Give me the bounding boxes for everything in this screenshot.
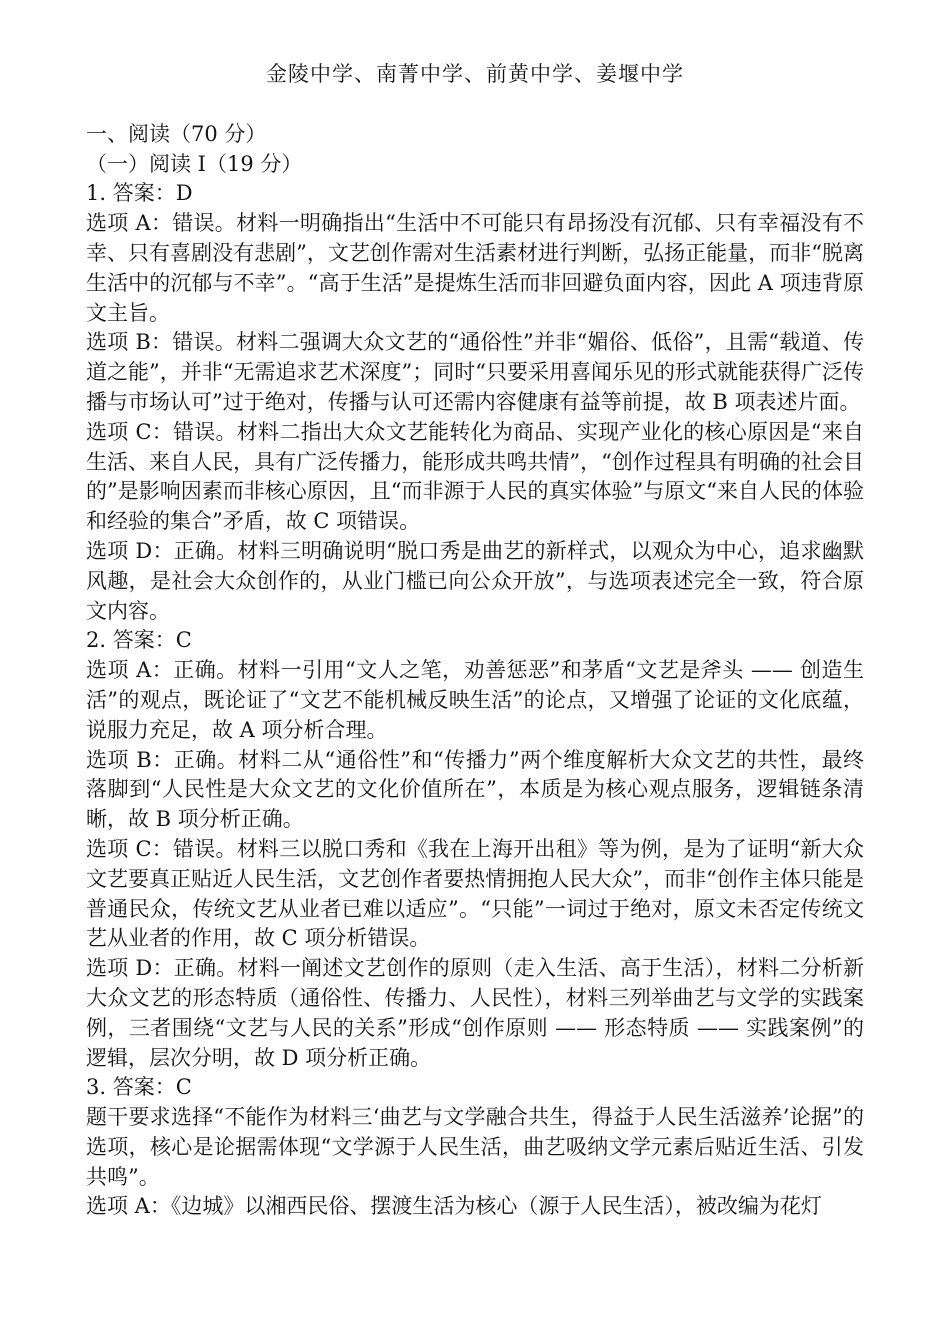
q1-option-a: 选项 A：错误。材料一明确指出“生活中不可能只有昂扬没有沉郁、只有幸福没有不幸、只有喜剧没有悲剧”，文艺创作需对生活素材进行判断，弘扬正能量，而非“脱离生活中的沉郁与不幸”。“高于生活”是提炼生活而非回避负面内容，因此 A 项违背原文主旨。 [86,211,864,325]
q1-option-c: 选项 C：错误。材料二指出大众文艺能转化为商品、实现产业化的核心原因是“来自生活、来自人民，具有广泛传播力，能形成共鸣共情”，“创作过程具有明确的社会目的”是影响因素而非核心原因，且“而非源于人民的真实体验”与原文“来自人民的体验和经验的集合”矛盾，故 C 项错误。 [86,419,864,534]
q3-stem: 题干要求选择“不能作为材料三‘曲艺与文学融合共生，得益于人民生活滋养’论据”的选项，核心是论据需体现“文学源于人民生活，曲艺吸纳文学元素后贴近生活、引发共鸣”。 [86,1105,864,1189]
page-title: 金陵中学、南菁中学、前黄中学、姜堰中学 [266,62,684,86]
section-heading: 一、阅读（70 分） [86,121,267,146]
q2-answer: 2. 答案：C [86,628,192,653]
q3-option-a: 选项 A：《边城》以湘西民俗、摆渡生活为核心（源于人民生活），被改编为花灯 [86,1194,822,1219]
q2-option-b: 选项 B：正确。材料二从“通俗性”和“传播力”两个维度解析大众文艺的共性，最终落脚到“人民性是大众文艺的文化价值所在”，本质是为核心观点服务，逻辑链条清晰，故 B 项分析正确。 [86,747,864,832]
q1-option-b: 选项 B：错误。材料二强调大众文艺的“通俗性”并非“媚俗、低俗”，且需“载道、传道之能”，并非“无需追求艺术深度”；同时“只要采用喜闻乐见的形式就能获得广泛传播与市场认可”过于绝对，传播与认可还需内容健康有益等前提，故 B 项表述片面。 [86,330,864,414]
q3-answer: 3. 答案：C [86,1075,192,1100]
subsection-heading: （一）阅读 I（19 分） [86,151,303,176]
q1-option-d: 选项 D：正确。材料三明确说明“脱口秀是曲艺的新样式，以观众为中心，追求幽默风趣，是社会大众创作的，从业门槛已向公众开放”，与选项表述完全一致，符合原文内容。 [86,538,864,623]
q2-option-c: 选项 C：错误。材料三以脱口秀和《我在上海开出租》等为例，是为了证明“新大众文艺要真正贴近人民生活，文艺创作者要热情拥抱人民大众”，而非“创作主体只能是普通民众，传统文艺从业者已难以适应”。“只能”一词过于绝对，原文未否定传统文艺从业者的作用，故 C 项分析错误。 [86,836,864,951]
q1-answer: 1. 答案：D [86,181,193,206]
q2-option-a: 选项 A：正确。材料一引用“文人之笔，劝善惩恶”和茅盾“文艺是斧头 —— 创造生活”的观点，既论证了“文艺不能机械反映生活”的论点，又增强了论证的文化底蕴，说服力充足，故 A 项分析合理。 [86,658,864,742]
q2-option-d: 选项 D：正确。材料一阐述文艺创作的原则（走入生活、高于生活），材料二分析新大众文艺的形态特质（通俗性、传播力、人民性），材料三列举曲艺与文学的实践案例，三者围绕“文艺与人民的关系”形成“创作原则 —— 形态特质 —— 实践案例”的逻辑，层次分明，故 D 项分析正确。 [86,956,864,1070]
